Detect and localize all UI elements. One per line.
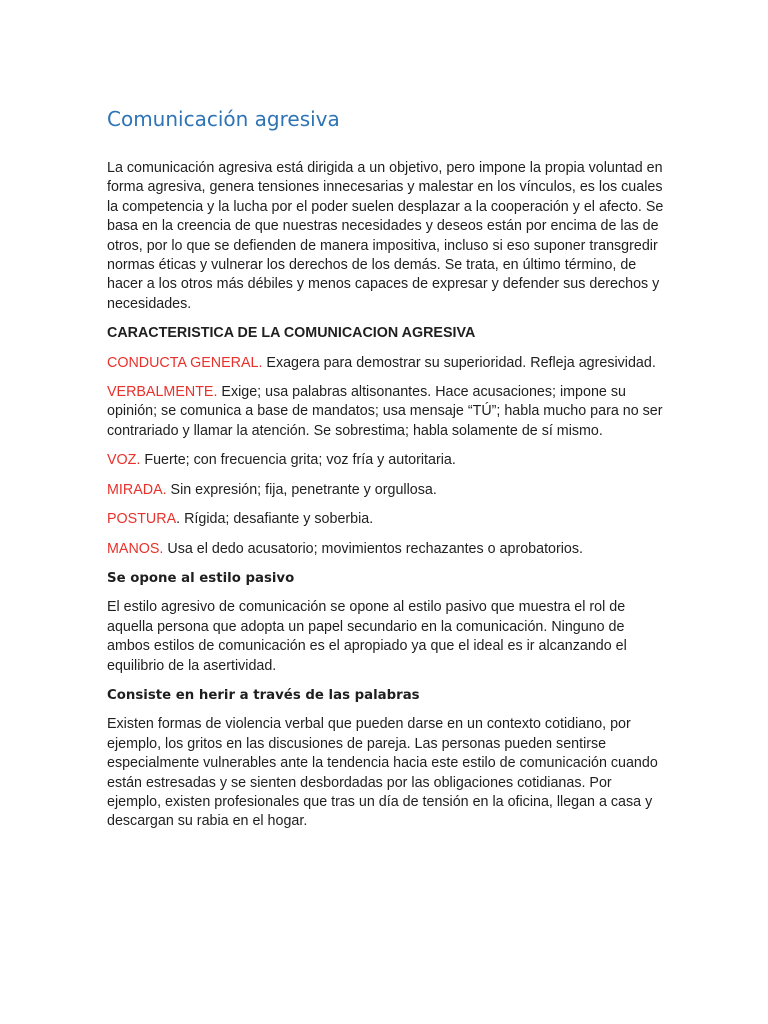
- characteristic-text: Exige; usa palabras altisonantes. Hace acusaciones; impone su opinión; se comunica a base de mandatos; usa mensaje “TÚ”; habla mucho para no ser contrariado y llamar la atención. Se sobrestima; habla solamente de sí mismo.: [107, 384, 663, 439]
- characteristic-mirada: [107, 481, 667, 500]
- document-body: [107, 159, 667, 842]
- characteristic-postura: [107, 510, 667, 529]
- characteristic-text: . Rígida; desafiante y soberbia.: [176, 511, 374, 528]
- section-heading: CARACTERISTICA DE LA COMUNICACION AGRESIVA: [107, 325, 476, 342]
- characteristic-conducta: [107, 354, 667, 373]
- characteristic-label: CONDUCTA GENERAL.: [107, 354, 263, 371]
- characteristic-label: MANOS.: [107, 540, 164, 557]
- characteristic-verbalmente: [107, 383, 667, 441]
- characteristic-text: Exagera para demostrar su superioridad. Refleja agresividad.: [262, 354, 656, 371]
- characteristic-voz: [107, 451, 667, 470]
- subsection-heading-herir: Consiste en herir a través de las palabras: [107, 687, 420, 703]
- subsection-body-herir: Existen formas de violencia verbal que pueden darse en un contexto cotidiano, por ejemplo, los gritos en las discusiones de pareja. Las personas pueden sentirse especialmente vulnerables ante la tendencia hacia este estilo de comunicación cuando están estresadas y se sienten desbordadas por las obligaciones cotidianas. Por ejemplo, existen profesionales que tras un día de tensión en la oficina, llegan a casa y descargan su rabia en el hogar.: [107, 716, 658, 830]
- characteristic-text: Usa el dedo acusatorio; movimientos rechazantes o aprobatorios.: [163, 540, 584, 557]
- characteristic-label: VERBALMENTE.: [107, 384, 218, 401]
- subsection-heading-pasivo: Se opone al estilo pasivo: [107, 570, 295, 586]
- characteristic-text: Sin expresión; fija, penetrante y orgullosa.: [166, 481, 437, 498]
- intro-paragraph: La comunicación agresiva está dirigida a un objetivo, pero impone la propia voluntad en forma agresiva, genera tensiones innecesarias y malestar en los vínculos, es los cuales la competencia y la lucha por el poder suelen desplazar a la cooperación y el afecto. Se basa en la creencia de que nuestras necesidades y deseos están por encima de las de otros, por lo que se defienden de manera impositiva, incluso si eso suponer transgredir normas éticas y vulnerar los derechos de los demás. Se trata, en último término, de hacer a los otros más débiles y menos capaces de expresar y defender sus derechos y necesidades.: [107, 160, 664, 312]
- subsection-body-pasivo: El estilo agresivo de comunicación se opone al estilo pasivo que muestra el rol de aquella persona que adopta un papel secundario en la comunicación. Ninguno de ambos estilos de comunicación es el apropiado ya que el ideal es ir alcanzando el equilibrio de la asertividad.: [107, 599, 627, 674]
- document-title: Comunicación agresiva: [107, 107, 340, 131]
- characteristic-label: MIRADA.: [107, 481, 167, 498]
- characteristic-manos: [107, 540, 667, 559]
- characteristic-text: Fuerte; con frecuencia grita; voz fría y autoritaria.: [140, 452, 456, 469]
- characteristic-label: POSTURA: [107, 511, 177, 528]
- characteristic-label: VOZ.: [107, 452, 141, 469]
